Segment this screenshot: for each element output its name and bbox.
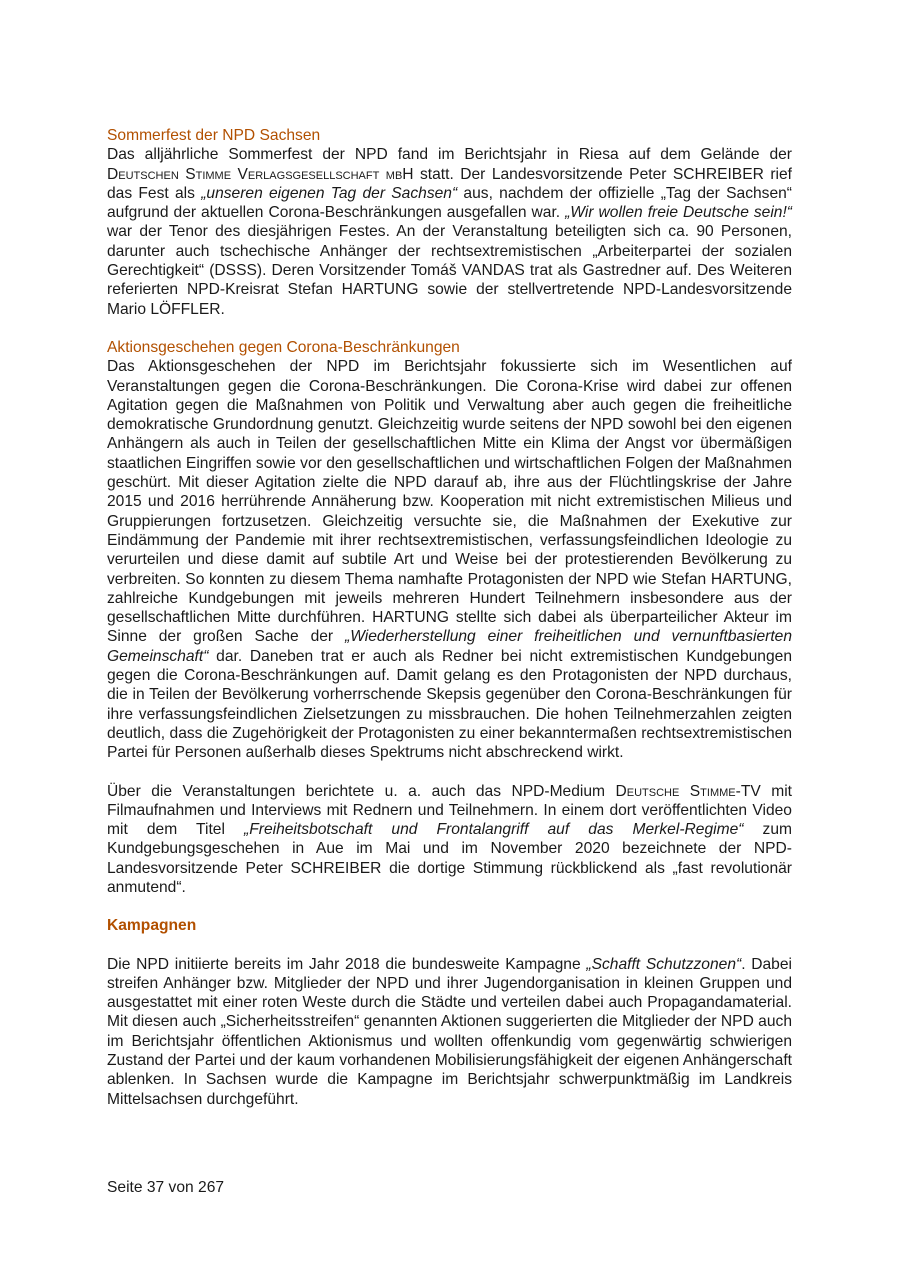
text-run: statt. Der Landesvorsitzende Peter SCHREIBER rief das Fest als: [107, 165, 792, 202]
text-run: dar. Daneben trat er auch als Redner bei nicht extremistischen Kundgebungen gegen die Corona-Beschränkungen auf. Damit gelang es den Protagonisten der NPD durchaus, die in Teilen der Bevölkerung vorherrschende Skepsis gegenüber den Corona-Beschränkungen für ihre verfassungsfeindlichen Zielsetzungen zu missbrauchen. Die hohen Teilnehmerzahlen zeigten deutlich, dass die Zugehörigkeit der Protagonisten zu einer bekanntermaßen rechtsextremistischen Partei für Personen außerhalb dieses Spektrums nicht abschreckend wirkt.: [107, 647, 792, 762]
text-run: Das alljährliche Sommerfest der NPD fand im Berichtsjahr in Riesa auf dem Gelände der: [107, 146, 792, 164]
page-number: Seite 37 von 267: [107, 1179, 225, 1196]
section-heading-sommerfest: Sommerfest der NPD Sachsen: [107, 127, 321, 144]
org-name: Deutschen Stimme Verlagsgesellschaft mbH: [107, 165, 414, 183]
text-run: Über die Veranstaltungen berichtete u. a. auch das NPD-Medium: [107, 782, 616, 800]
page-content: [107, 126, 792, 1109]
paragraph-kampagnen: [107, 955, 792, 1109]
spacer: [107, 319, 792, 338]
quote: „Schafft Schutzzonen“: [586, 955, 742, 973]
quote: „Wir wollen freie Deutsche sein!“: [565, 204, 792, 222]
paragraph-aktionsgeschehen: [107, 357, 792, 762]
quote: „Wiederherstellung einer freiheitlichen und vernunftbasierten Gemeinschaft“: [107, 628, 792, 665]
spacer: [107, 897, 792, 916]
section-heading-kampagnen: Kampagnen: [107, 917, 197, 935]
text-run: . Dabei streifen Anhänger bzw. Mitglieder der NPD und ihrer Jugendorganisation in kleinen Gruppen und ausgestattet mit einer roten Weste durch die Städte und verteilen dabei auch Propagandamaterial. Mit diesen auch „Sicherheitsstreifen“ genannten Aktionen suggerierten die Mitglieder der NPD auch im Berichtsjahr öffentlichen Aktionismus und wollten offenkundig vom gegenwärtig schwierigen Zustand der Partei und der kaum vorhandenen Mobilisierungsfähigkeit der eigenen Anhängerschaft ablenken. In Sachsen wurde die Kampagne im Berichtsjahr schwerpunktmäßig im Landkreis Mittelsachsen durchgeführt.: [107, 955, 792, 1108]
paragraph-deutsche-stimme-tv: [107, 782, 792, 898]
section-heading-aktionsgeschehen: Aktionsgeschehen gegen Corona-Beschränkungen: [107, 338, 460, 356]
text-run: zum Kundgebungsgeschehen in Aue im Mai und im November 2020 bezeichnete der NPD-Landesvorsitzende Peter SCHREIBER die dortige Stimmung rückblickend als „fast revolutionär anmutend“.: [107, 821, 792, 896]
spacer: [107, 763, 792, 782]
quote: „unseren eigenen Tag der Sachsen“: [201, 184, 458, 202]
quote: „Freiheitsbotschaft und Frontalangriff auf das Merkel-Regime“: [244, 821, 744, 839]
text-run: aus, nachdem der offizielle „Tag der Sachsen“ aufgrund der aktuellen Corona-Beschränkungen ausgefallen war.: [107, 184, 792, 222]
paragraph-sommerfest: [107, 145, 792, 319]
text-run: -TV mit Filmaufnahmen und Interviews mit Rednern und Teilnehmern. In einem dort veröffentlichten Video mit dem Titel: [107, 782, 792, 839]
spacer: [107, 936, 792, 955]
text-run: Die NPD initiierte bereits im Jahr 2018 die bundesweite Kampagne: [107, 955, 587, 973]
org-name: Deutsche Stimme: [615, 782, 736, 800]
text-run: Das Aktionsgeschehen der NPD im Berichtsjahr fokussierte sich im Wesentlichen auf Veranstaltungen gegen die Corona-Beschränkungen. Die Corona-Krise wird dabei zur offenen Agitation gegen die Maßnahmen von Politik und Verwaltung aber auch gegen die freiheitliche demokratische Grundordnung genutzt. Gleichzeitig wurde seitens der NPD sowohl bei den eigenen Anhängern als auch in Teilen der gesellschaftlichen Mitte ein Klima der Angst vor übermäßigen staatlichen Eingriffen sowie vor den gesellschaftlichen und wirtschaftlichen Folgen der Maßnahmen geschürt. Mit dieser Agitation zielte die NPD darauf ab, ihre aus der Flüchtlingskrise der Jahre 2015 und 2016 herrührende Annäherung bzw. Kooperation mit nicht extremistischen Milieus und Gruppierungen fortzusetzen. Gleichzeitig versuchte sie, die Maßnahmen der Exekutive zur Eindämmung der Pandemie mit ihrer rechtsextremistischen, verfassungsfeindlichen Ideologie zu verurteilen und diese damit auf subtile Art und Weise bei der protestierenden Bevölkerung zu verbreiten. So konnten zu diesem Thema namhafte Protagonisten der NPD wie Stefan HARTUNG, zahlreiche Kundgebungen mit jeweils mehreren Hundert Teilnehmern insbesondere aus der gesellschaftlichen Mitte durchführen. HARTUNG stellte sich dabei als überparteilicher Akteur im Sinne der großen Sache der: [107, 358, 792, 646]
text-run: war der Tenor des diesjährigen Festes. An der Veranstaltung beteiligten sich ca. 90 Personen, darunter auch tschechische Anhänger der rechtsextremistischen „Arbeiterpartei der sozialen Gerechtigkeit“ (DSSS). Deren Vorsitzender Tomáš VANDAS trat als Gastredner auf. Des Weiteren referierten NPD-Kreisrat Stefan HARTUNG sowie der stellvertretende NPD-Landesvorsitzende Mario LÖFFLER.: [107, 223, 792, 318]
